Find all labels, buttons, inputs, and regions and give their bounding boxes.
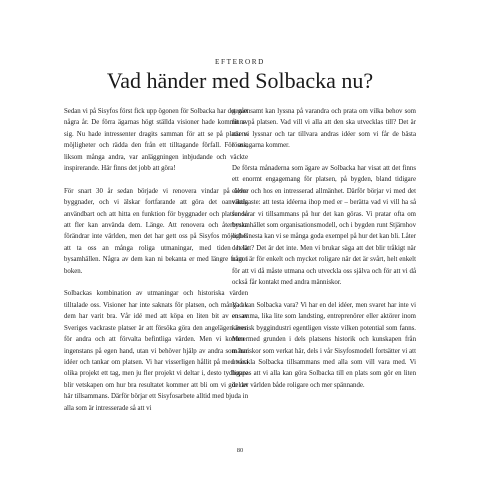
paragraph: De första månaderna som ägare av Solbacka har visat att det finns ett enormt engagemang för platsen, på bygden, bland tidigare elever och hos en intresserad allmänhet. Därför börjar vi med det viktigaste: att testa idéerna ihop med er – berätta vad vi vill ha så funderar vi tillsammans på hur det kan göras. Vi pratar ofta om bysamhället som organisationsmodell, och i bygden runt Stjärnhov och Gnesta kan vi se många goda exempel på hur det kan bli. Låter det lätt? Det är det inte. Men vi brukar säga att det blir tråkigt när något är för enkelt och mycket roligare när det är svårt, helt enkelt för att vi då måste utmana och utveckla oss själva och för att vi då också får kontakt med andra människor. (232, 165, 416, 287)
paragraph: Solbackas kombination av utmaningar och historiska värden tilltalade oss. Visioner har inte saknats för platsen, och många av dem har varit bra. Vår idé med att köpa en liten bit av en av Sveriges vackraste platser är att försöka göra den angelägen även för andra och att förvalta befintliga värden. Men vi kommer ingenstans på egen hand, utan vi behöver hjälp av andra som har idéer och tankar om platsen. Vi har visserligen hållit på med våra olika projekt ett tag, men ju fler projekt vi deltar i, desto tydligare blir vetskapen om hur bra resultatet kommer att bli om vi gör det här tillsammans. Därför börjar ett Sisyfosarbete alltid med bjuda in alla som är intresserade så att vi (64, 290, 248, 412)
right-column (232, 106, 416, 403)
chapter-kicker: EFTERORD (215, 58, 265, 66)
paragraph: gemensamt kan lyssna på varandra och prata om vilka behov som finns på platsen. Vad vill vi alla att den ska utvecklas till? Det är när vi lyssnar och tar tillvara andras idéer som vi får de bästa lösningarna kommer. (232, 108, 416, 150)
paragraph: För snart 30 år sedan började vi renovera vindar på äldre byggnader, och vi älskar fortfarande att göra det oanvända användbart och att hitta en funktion för byggnader och platser så att fler kan använda dem. Länge. Att renovera och återbruka förändrar inte världen, men det har gett oss på Sisyfos möjlighet att ta oss an många roliga utmaningar, med tiden hela bysamhällen. Några av dem kan ni bekanta er med längre fram i boken. (64, 187, 248, 275)
chapter-title: Vad händer med Solbacka nu? (106, 68, 374, 93)
paragraph: Vad kan Solbacka vara? Vi har en del idéer, men svaret har inte vi ensamma, lika lite som landsting, entreprenörer eller aktörer inom kinesisk byggindustri egentligen visste vilken potential som fanns. Men med grunden i dels platsens historik och kunskapen från människor som verkat här, dels i vår Sisyfosmodell fortsätter vi att utveckla Solbacka tillsammans med alla som vill vara med. Vi hoppas att vi alla kan göra Solbacka till en plats som gör en liten del av världen både roligare och mer spännande. (232, 301, 416, 389)
left-column (64, 106, 248, 425)
page-number: 80 (236, 447, 244, 454)
paragraph: Sedan vi på Sisyfos först fick upp ögonen för Solbacka har det gått några år. De förra ägarnas högt ställda visioner hade kommit av sig. Nu hade intressenter dragits samman för att se på platsens möjligheter och rädda den från ett tilltagande förfall. För oss, liksom många andra, var anläggningen inbjudande och väckte inspirerande. Här finns det jobb att göra! (64, 108, 248, 173)
